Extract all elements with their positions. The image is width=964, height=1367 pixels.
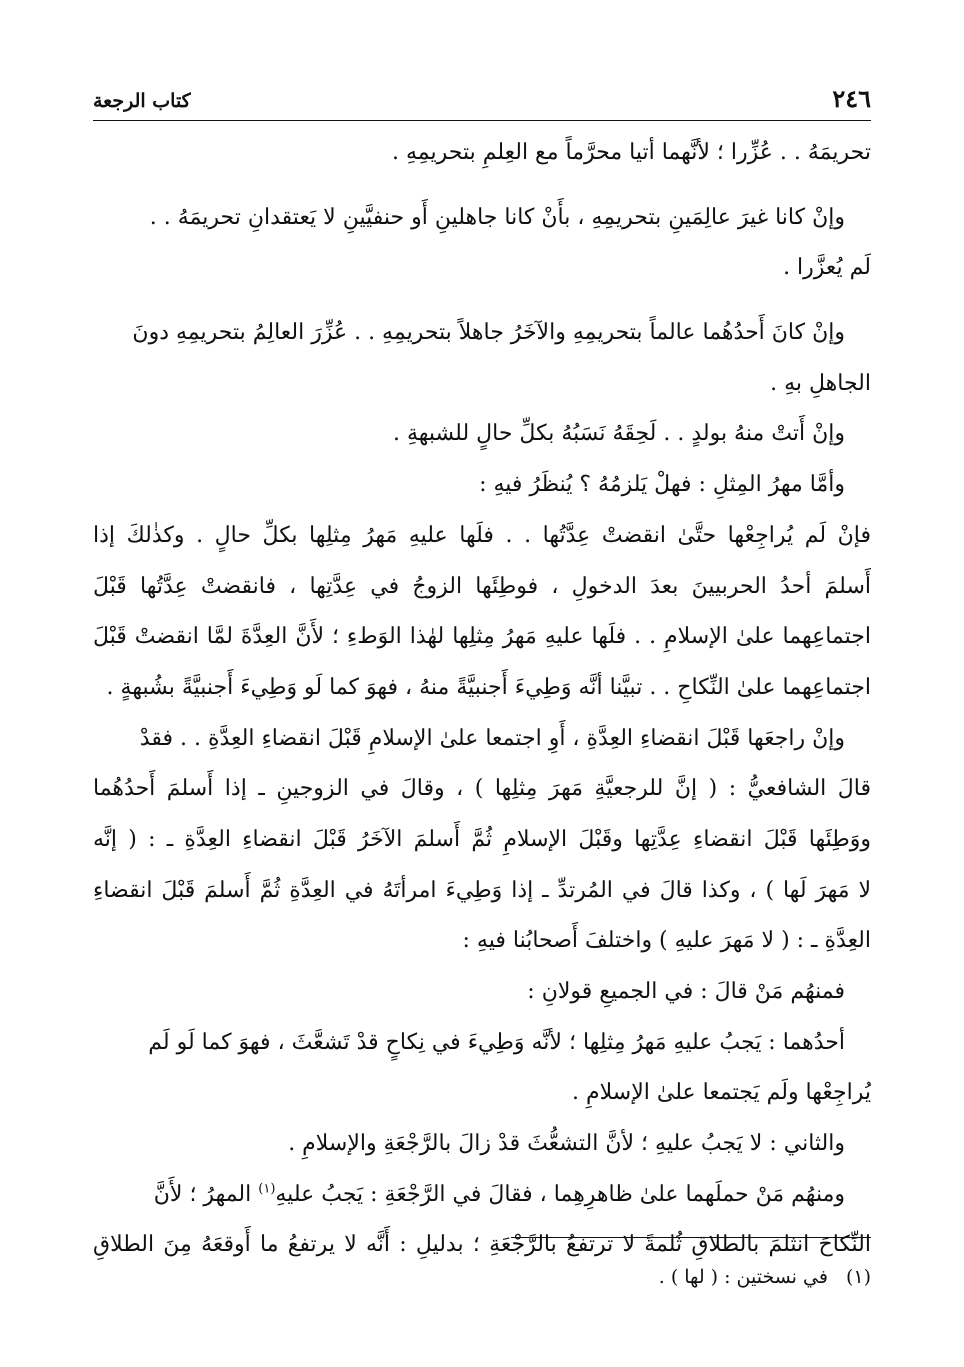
running-title: كتاب الرجعة: [93, 90, 191, 112]
page-number: ٢٤٦: [832, 84, 871, 113]
text-line: وأمَّا مهرُ المِثلِ : فهلْ يَلزمُهُ ؟ يُنظَرُ فيهِ :: [479, 472, 845, 498]
text-line: الجاهلِ بهِ .: [770, 370, 871, 396]
footnote: [659, 1266, 871, 1288]
text-line: والثاني : لا يَجبُ عليهِ ؛ لأنَّ التشعُّثَ قدْ زالَ بالرَّجْعَةِ والإسلامِ .: [288, 1131, 845, 1157]
text-line: وإنْ كانَ أَحدُهُما عالماً بتحريمِهِ والآخَرُ جاهلاً بتحريمِهِ . . عُزِّرَ العالِمُ بتحريمِهِ دونَ: [132, 320, 845, 346]
text-line: تحريمَهُ . . عُزِّرا ؛ لأنَّهما أتيا محرَّماً مع العِلمِ بتحريمِهِ .: [391, 140, 871, 165]
text-line: [93, 1170, 871, 1221]
text-line: النِّكاحَ انثلمَ بالطلاقِ ثُلمةً لا ترتفعُ بالرَّجْعَةِ ؛ بدليلِ : أَنَّه لا يرتفعُ ما أَوقعَهُ مِنَ الطلاقِ: [93, 1232, 871, 1258]
text-line: قالَ الشافعيُّ : ( إنَّ للرجعيَّةِ مَهرَ مِثلِها ) ، وقالَ في الزوجينِ ـ إذا أَسلمَ أَحدُهُما: [93, 776, 871, 802]
text-line: فإنْ لَم يُراجِعْها حتَّىٰ انقضتْ عِدَّتُها . . فلَها عليهِ مَهرُ مِثلِها بكلِّ حالٍ . وكذٰلكَ إذا: [93, 522, 871, 548]
text-line: اجتماعِهما علىٰ الإسلامِ . . فلَها عليهِ مَهرُ مِثلِها لهٰذا الوَطءِ ؛ لأَنَّ العِدَّةَ لمَّا انقضتْ قَبْلَ: [93, 624, 871, 650]
text-line: وإنْ كانا غيرَ عالِمَينِ بتحريمِهِ ، بأَنْ كانا جاهلينِ أَو حنفيَّينِ لا يَعتقدانِ تحريمَهُ . .: [149, 204, 845, 230]
footnote-marker[interactable]: (١): [258, 1181, 276, 1197]
text-line: وإنْ راجعَها قَبْلَ انقضاءِ العِدَّةِ ، أَوِ اجتمعا علىٰ الإسلامِ قَبْلَ انقضاءِ العِدَّةِ . . فقدْ: [139, 725, 845, 751]
text-line: فمنهُم مَنْ قالَ : في الجميعِ قولانِ :: [527, 979, 845, 1004]
text-span: ومنهُم مَنْ حملَهما علىٰ ظاهرِهِما ، فقالَ في الرَّجْعَةِ : يَجبُ عليهِ: [275, 1181, 845, 1207]
text-line: العِدَّةِ ـ : ( لا مَهرَ عليهِ ) واختلفَ أَصحابُنا فيهِ :: [462, 928, 871, 954]
text-line: وإنْ أَتتْ منهُ بولدٍ . . لَحِقَهُ نَسَبُهُ بكلِّ حالٍ للشبهةِ .: [392, 421, 845, 447]
footnote-divider: [511, 1237, 871, 1238]
text-line: أحدُهما : يَجبُ عليهِ مَهرُ مِثلِها ؛ لأنَّه وَطِيءَ في نِكاحٍ قدْ تَشعَّثَ ، فهوَ كما لَو لَم: [148, 1029, 845, 1055]
text-span: المهرُ ؛ لأَنَّ: [153, 1181, 252, 1207]
footnote-text: في نسختين : ( لها ) .: [658, 1266, 828, 1288]
text-line: لا مَهرَ لَها ) ، وكذا قالَ في المُرتدِّ ـ إذا وَطِيءَ امرأتَهُ في العِدَّةِ ثُمَّ أَسلمَ قَبْلَ انقضاءِ: [93, 877, 871, 903]
text-line: اجتماعِهما علىٰ النِّكاحِ . . تبيَّنا أنَّه وَطِيءَ أَجنبيَّةً منهُ ، فهوَ كما لَو وَطِيءَ أَجنبيَّةً بشُبهةٍ .: [106, 674, 871, 700]
text-line: ووَطِئَها قَبْلَ انقضاءِ عِدَّتِها وقَبْلَ الإسلامِ ثُمَّ أَسلمَ الآخَرُ قَبْلَ انقضاءِ العِدَّةِ ـ : ( إنَّه: [93, 826, 871, 852]
text-line: يُراجِعْها ولَم يَجتمعا علىٰ الإسلامِ .: [572, 1080, 871, 1106]
text-line: أَسلمَ أحدُ الحربيينَ بعدَ الدخولِ ، فوطِئَها الزوجُ في عِدَّتِها ، فانقضتْ عِدَّتُها قَبْلَ: [93, 573, 871, 599]
text-line: لَم يُعزَّرا .: [783, 255, 871, 281]
page-header: [93, 82, 871, 121]
footnote-number: (١): [845, 1266, 871, 1288]
page-body: [93, 128, 871, 1271]
